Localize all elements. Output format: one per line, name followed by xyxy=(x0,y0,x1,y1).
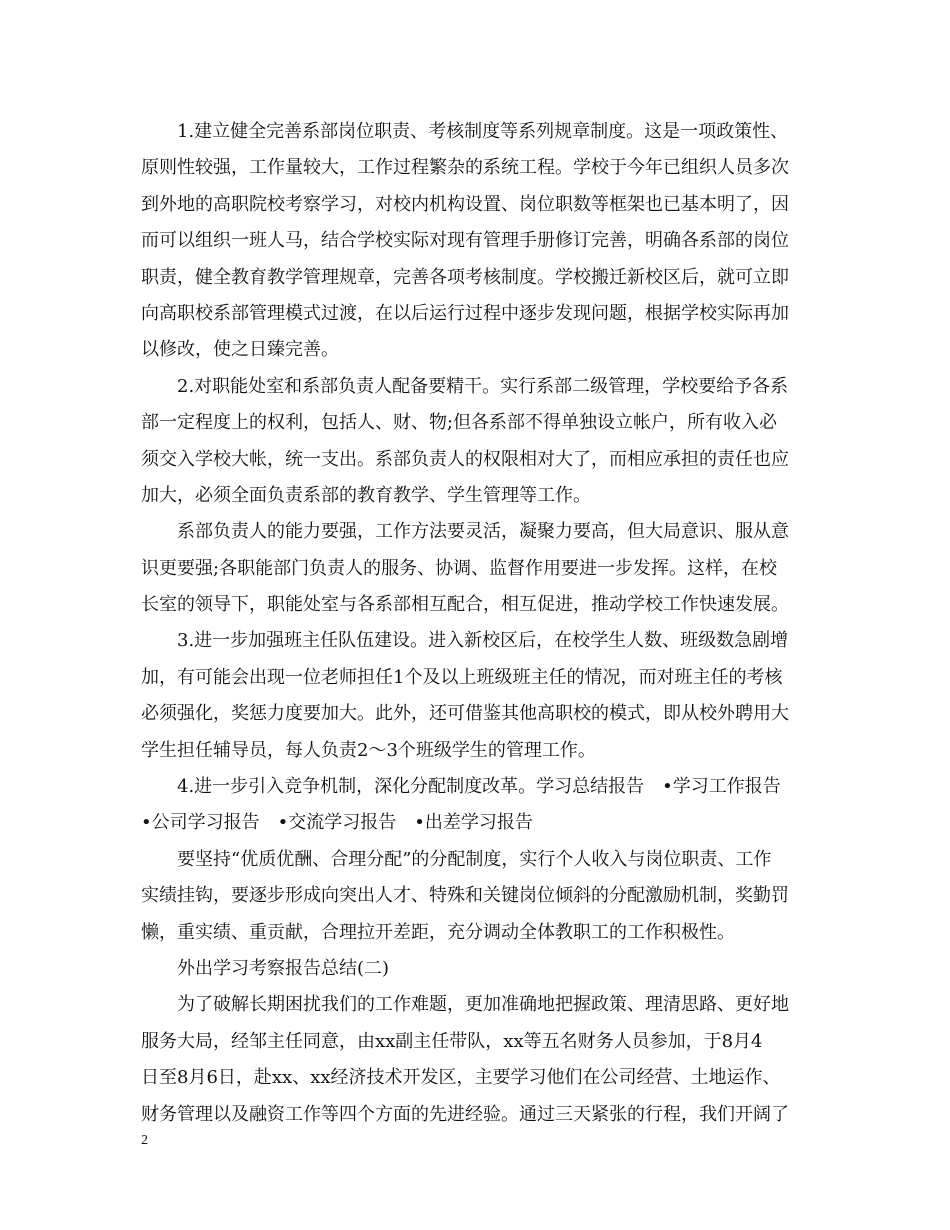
text-line: 加大，必须全面负责系部的教育教学、学生管理等工作。 xyxy=(141,484,591,506)
text-line: 1.建立健全完善系部岗位职责、考核制度等系列规章制度。这是一项政策性、 xyxy=(141,121,789,142)
text-line: 加，有可能会出现一位老师担任1个及以上班级班主任的情况，而对班主任的考核 xyxy=(141,666,783,688)
text-line: 实绩挂钩，要逐步形成向突出人才、特殊和关键岗位倾斜的分配激励机制，奖勤罚 xyxy=(141,885,789,907)
text-line: 要坚持“优质优酬、合理分配”的分配制度，实行个人收入与岗位职责、工作 xyxy=(141,848,772,870)
text-line: 2.对职能处室和系部负责人配备要精干。实行系部二级管理，学校要给予各系 xyxy=(141,375,789,397)
text-line: 系部负责人的能力要强，工作方法要灵活，凝聚力要高，但大局意识、服从意 xyxy=(141,521,789,543)
text-line: 懒，重实绩、重贡献，合理拉开差距，充分调动全体教职工的工作积极性。 xyxy=(141,921,735,943)
page-number: 2 xyxy=(141,1133,148,1148)
text-line: 外出学习考察报告总结(二) xyxy=(141,957,390,979)
text-line: 学生担任辅导员，每人负责2～3个班级学生的管理工作。 xyxy=(141,739,596,761)
text-line: 长室的领导下，职能处室与各系部相互配合，相互促进，推动学校工作快速发展。 xyxy=(141,594,789,616)
text-line: 以修改，使之日臻完善。 xyxy=(141,339,339,361)
text-line: 财务管理以及融资工作等四个方面的先进经验。通过三天紧张的行程，我们开阔了 xyxy=(141,1103,789,1125)
text-line: 须交入学校大帐，统一支出。系部负责人的权限相对大了，而相应承担的责任也应 xyxy=(141,448,789,470)
text-line: 必须强化，奖惩力度要加大。此外，还可借鉴其他高职校的模式，即从校外聘用大 xyxy=(141,703,789,725)
text-line: 到外地的高职院校考察学习，对校内机构设置、岗位职数等框架也已基本明了，因 xyxy=(141,193,789,215)
text-line: •公司学习报告 •交流学习报告 •出差学习报告 xyxy=(141,812,533,834)
text-line: 4.进一步引入竞争机制，深化分配制度改革。学习总结报告 •学习工作报告 xyxy=(141,776,781,798)
body-text xyxy=(141,114,813,1133)
text-line: 职责，健全教育教学管理规章，完善各项考核制度。学校搬迁新校区后，就可立即 xyxy=(141,266,789,288)
text-line: 3.进一步加强班主任队伍建设。进入新校区后，在校学生人数、班级数急剧增 xyxy=(141,630,789,652)
text-line: 而可以组织一班人马，结合学校实际对现有管理手册修订完善，明确各系部的岗位 xyxy=(141,230,789,252)
text-line: 向高职校系部管理模式过渡，在以后运行过程中逐步发现问题，根据学校实际再加 xyxy=(141,302,789,324)
text-line: 原则性较强，工作量较大，工作过程繁杂的系统工程。学校于今年已组织人员多次 xyxy=(141,157,789,179)
text-line: 识更要强;各职能部门负责人的服务、协调、监督作用要进一步发挥。这样，在校 xyxy=(141,557,778,579)
text-line: 服务大局，经邹主任同意，由xx副主任带队，xx等五名财务人员参加，于8月4 xyxy=(141,1030,763,1052)
text-line: 部一定程度上的权利，包括人、财、物;但各系部不得单独设立帐户，所有收入必 xyxy=(141,412,778,434)
text-line: 为了破解长期困扰我们的工作难题，更加准确地把握政策、理清思路、更好地 xyxy=(141,994,789,1016)
text-line: 日至8月6日，赴xx、xx经济技术开发区，主要学习他们在公司经营、土地运作、 xyxy=(141,1067,781,1089)
